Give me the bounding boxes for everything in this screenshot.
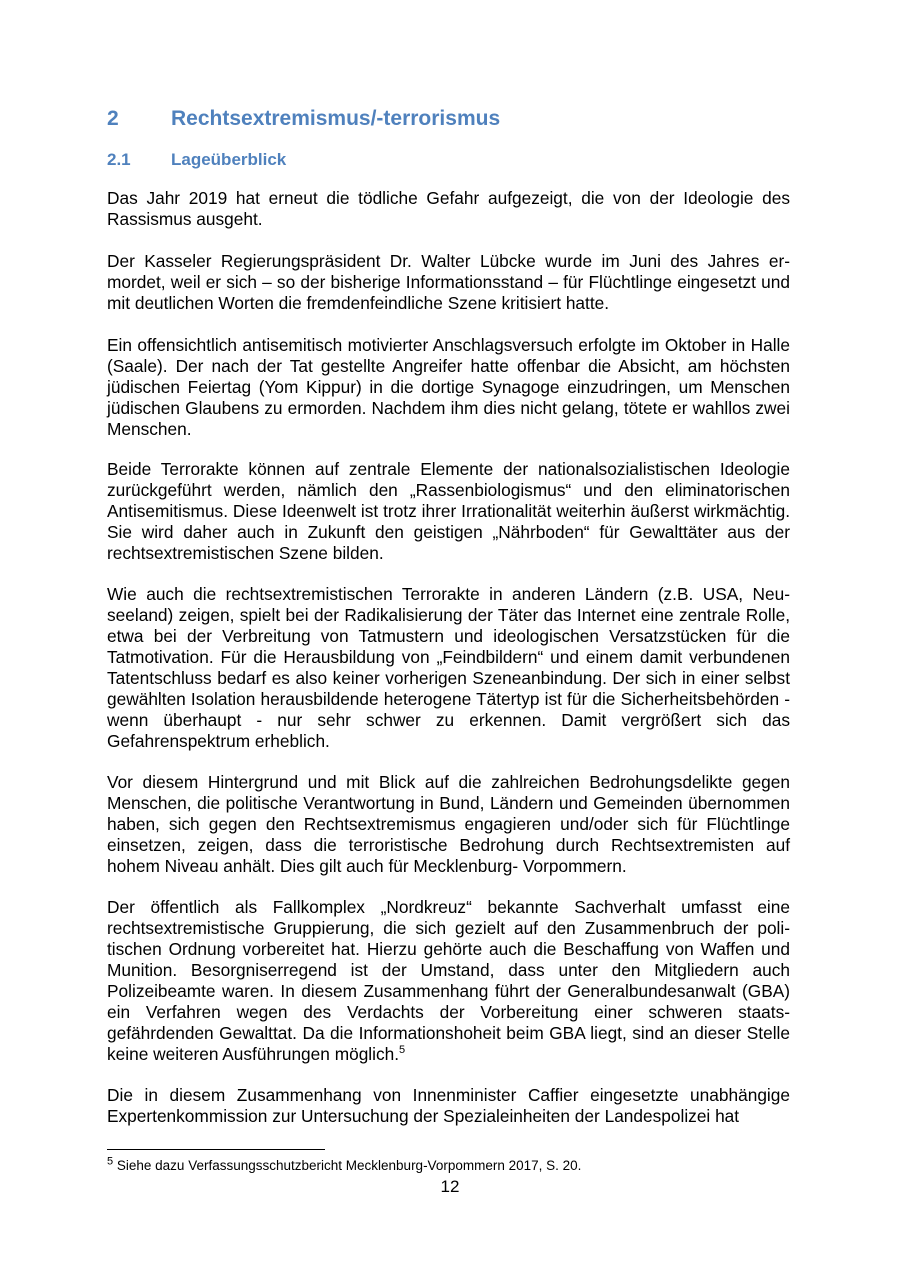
subsection-number: 2.1 [107, 150, 131, 169]
footnote-text: Siehe dazu Verfassungsschutzbericht Mecklenburg-Vorpommern 2017, S. 20. [116, 1158, 582, 1173]
paragraph-3: Ein offensichtlich antisemitisch motivierter Anschlagsversuch erfolgte im Oktober in Halle (Saale). Der nach der Tat gestellte Angreifer hatte offenbar die Absicht, am höchsten jüdischen Feiertag (Yom Kippur) in die dortige Synagoge einzudringen, um Menschen jüdischen Glaubens zu ermorden. Nachdem ihm dies nicht gelang, tötete er wahllos zwei Menschen. [107, 335, 790, 439]
paragraph-7-text: Der öffentlich als Fallkomplex „Nordkreuz“ bekannte Sachverhalt umfasst eine rechtsextremistische Gruppierung, die sich gezielt auf den Zusammenbruch der politischen Ordnung vorbereitet hat. Hierzu gehörte auch die Beschaffung von Waffen und Munition. Besorgniserregend ist der Umstand, dass unter den Mitgliedern auch Polizeibeamte waren. In diesem Zusammenhang führt der Generalbundesanwalt (GBA) ein Verfahren wegen des Verdachts der Vorbereitung einer schweren staatsgefährdenden Gewalttat. Da die Informationshoheit beim GBA liegt, sind an dieser Stelle keine weiteren Ausführungen möglich. [107, 897, 790, 1064]
paragraph-2: Der Kasseler Regierungspräsident Dr. Walter Lübcke wurde im Juni des Jahres ermordet, weil er sich – so der bisherige Informationsstand – für Flüchtlinge eingesetzt und mit deutlichen Worten die fremdenfeindliche Szene kritisiert hatte. [107, 251, 790, 313]
section-heading [107, 106, 797, 132]
footnote [107, 1157, 797, 1175]
section-number: 2 [107, 107, 119, 130]
subsection-title: Lageüberblick [171, 150, 287, 169]
footnote-separator [107, 1149, 325, 1150]
subsection-heading [107, 149, 797, 171]
paragraph-1: Das Jahr 2019 hat erneut die tödliche Gefahr aufgezeigt, die von der Ideologie des Rassismus ausgeht. [107, 188, 790, 229]
paragraph-5: Wie auch die rechtsextremistischen Terrorakte in anderen Ländern (z.B. USA, Neuseeland) zeigen, spielt bei der Radikalisierung der Täter das Internet eine zentrale Rolle, etwa bei der Verbreitung von Tatmustern und ideologischen Versatzstücken für die Tatmotivation. Für die Herausbildung von „Feindbildern“ und einem damit verbundenen Tatentschluss bedarf es also keiner vorherigen Szeneanbindung. Der sich in einer selbst gewählten Isolation herausbildende heterogene Tätertyp ist für die Sicherheitsbehörden - wenn überhaupt - nur sehr schwer zu erkennen. Damit vergrößert sich das Gefahrenspektrum erheblich. [107, 584, 790, 751]
paragraph-6: Vor diesem Hintergrund und mit Blick auf die zahlreichen Bedrohungsdelikte gegen Menschen, die politische Verantwortung in Bund, Ländern und Gemeinden übernommen haben, sich gegen den Rechtsextremismus engagieren und/oder sich für Flüchtlinge einsetzen, zeigen, dass die terroristische Bedrohung durch Rechtsextremisten auf hohem Niveau anhält. Dies gilt auch für Mecklenburg- Vorpommern. [107, 772, 790, 876]
paragraph-8: Die in diesem Zusammenhang von Innenminister Caffier eingesetzte unabhängige Expertenkommission zur Untersuchung der Spezialeinheiten der Landespolizei hat [107, 1085, 790, 1126]
paragraph-4: Beide Terrorakte können auf zentrale Elemente der nationalsozialistischen Ideologie zurückgeführt werden, nämlich den „Rassenbiologismus“ und den eliminatorischen Antisemitismus. Diese Ideenwelt ist trotz ihrer Irrationalität weiterhin äußerst wirkmächtig. Sie wird daher auch in Zukunft den geistigen „Nährboden“ für Gewalttäter aus der rechtsextremistischen Szene bilden. [107, 459, 790, 563]
footnote-reference[interactable]: 5 [399, 1044, 406, 1057]
paragraph-7 [107, 897, 790, 1065]
footnote-number: 5 [107, 1155, 114, 1168]
page-number: 12 [440, 1177, 460, 1196]
section-title: Rechtsextremismus/-terrorismus [171, 107, 501, 130]
